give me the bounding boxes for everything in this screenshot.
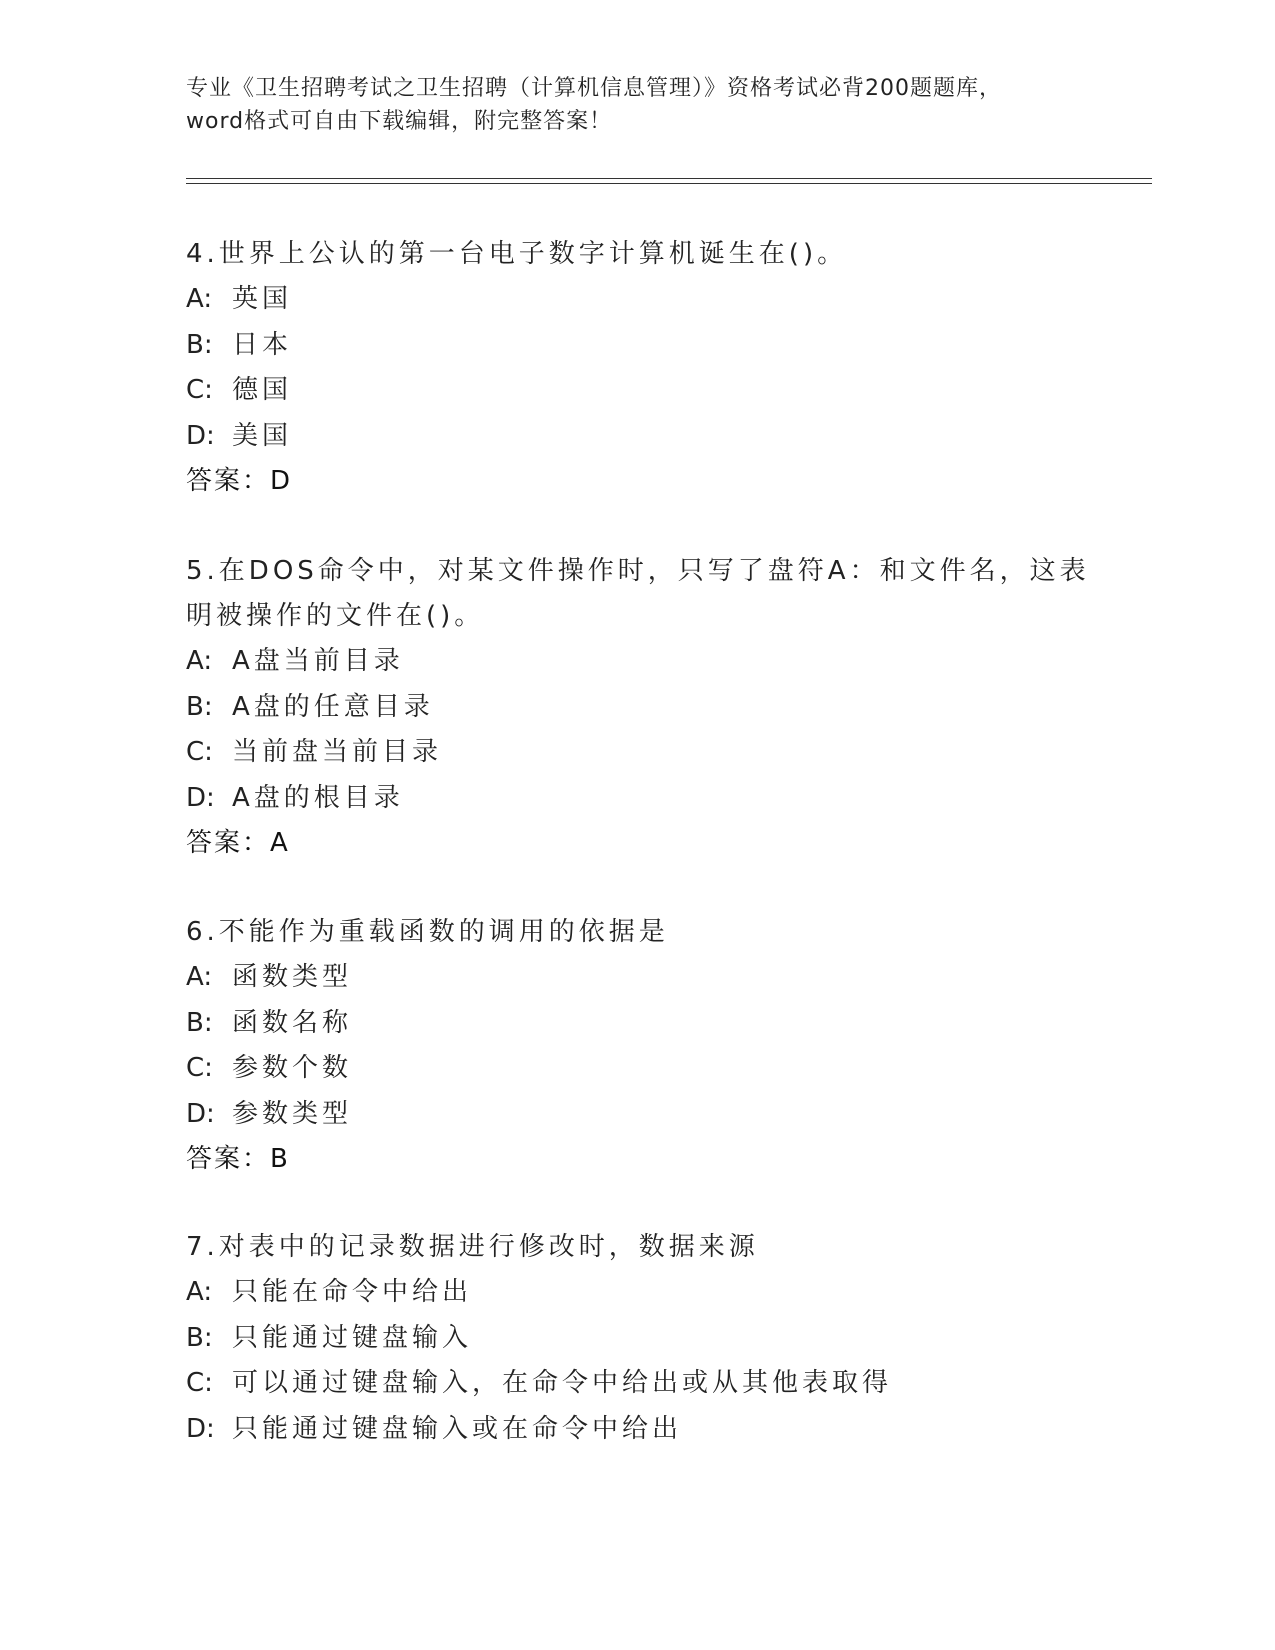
option-text: 可以通过键盘输入，在命令中给出或从其他表取得 xyxy=(232,1368,893,1398)
answer-value: B xyxy=(270,1144,290,1174)
answer-line xyxy=(186,1137,1106,1182)
option-text: A盘的根目录 xyxy=(232,782,404,813)
option-letter: C: xyxy=(186,1368,213,1398)
header-divider-bottom xyxy=(186,183,1152,184)
option-text: 函数名称 xyxy=(232,1007,353,1038)
answer-line xyxy=(186,459,1106,504)
header-line-1: 专业《卫生招聘考试之卫生招聘（计算机信息管理）》资格考试必背200题题库， xyxy=(186,76,1002,101)
option-d xyxy=(186,1092,1106,1138)
option-text: A盘当前目录 xyxy=(232,646,404,676)
document-header xyxy=(186,72,1086,138)
question-5 xyxy=(186,549,1106,866)
option-c xyxy=(186,730,1106,776)
option-text: 只能在命令中给出 xyxy=(232,1277,473,1307)
option-text: 函数类型 xyxy=(232,962,353,992)
option-a xyxy=(186,1270,1106,1316)
question-7 xyxy=(186,1225,1106,1452)
option-text: A盘的任意目录 xyxy=(232,691,434,722)
option-text: 美国 xyxy=(232,420,293,451)
option-d xyxy=(186,1407,1106,1453)
option-b xyxy=(186,323,1106,369)
option-text: 当前盘当前目录 xyxy=(232,737,443,767)
header-line-2: word格式可自由下载编辑，附完整答案！ xyxy=(186,109,613,134)
question-6 xyxy=(186,910,1106,1182)
option-text: 只能通过键盘输入 xyxy=(232,1322,473,1353)
option-letter: C: xyxy=(186,737,213,767)
option-text: 参数类型 xyxy=(232,1098,353,1129)
answer-value: D xyxy=(270,466,293,496)
option-b xyxy=(186,685,1106,731)
option-d xyxy=(186,776,1106,822)
answer-label: 答案： xyxy=(186,466,271,496)
option-letter: A: xyxy=(186,646,213,676)
option-letter: D: xyxy=(186,1098,215,1129)
question-text: 4.世界上公认的第一台电子数字计算机诞生在()。 xyxy=(186,239,848,269)
answer-label: 答案： xyxy=(186,828,271,858)
option-a xyxy=(186,955,1106,1001)
option-c xyxy=(186,1361,1106,1407)
question-4 xyxy=(186,232,1106,504)
option-text: 日本 xyxy=(232,329,293,360)
option-c xyxy=(186,1046,1106,1092)
option-letter: D: xyxy=(186,782,215,813)
question-text: 6.不能作为重载函数的调用的依据是 xyxy=(186,917,669,947)
option-letter: D: xyxy=(186,420,215,451)
option-letter: A: xyxy=(186,284,213,314)
option-text: 英国 xyxy=(232,284,293,314)
option-letter: C: xyxy=(186,375,213,405)
question-text: 5.在DOS命令中，对某文件操作时，只写了盘符A：和文件名，这表明被操作的文件在()。 xyxy=(186,556,1090,631)
option-text: 只能通过键盘输入或在命令中给出 xyxy=(232,1413,683,1444)
option-a xyxy=(186,277,1106,323)
option-letter: D: xyxy=(186,1413,215,1444)
option-a xyxy=(186,639,1106,685)
option-letter: B: xyxy=(186,1007,213,1038)
option-letter: B: xyxy=(186,1322,213,1353)
answer-value: A xyxy=(270,828,290,858)
option-letter: A: xyxy=(186,962,213,992)
question-text: 7.对表中的记录数据进行修改时，数据来源 xyxy=(186,1232,759,1262)
option-b xyxy=(186,1001,1106,1047)
answer-line xyxy=(186,821,1106,866)
option-c xyxy=(186,368,1106,414)
option-letter: C: xyxy=(186,1053,213,1083)
header-divider-top xyxy=(186,178,1152,179)
option-text: 德国 xyxy=(232,375,293,405)
option-letter: B: xyxy=(186,691,213,722)
answer-label: 答案： xyxy=(186,1144,271,1174)
option-b xyxy=(186,1316,1106,1362)
option-text: 参数个数 xyxy=(232,1053,353,1083)
option-letter: B: xyxy=(186,329,213,360)
option-d xyxy=(186,414,1106,460)
option-letter: A: xyxy=(186,1277,213,1307)
